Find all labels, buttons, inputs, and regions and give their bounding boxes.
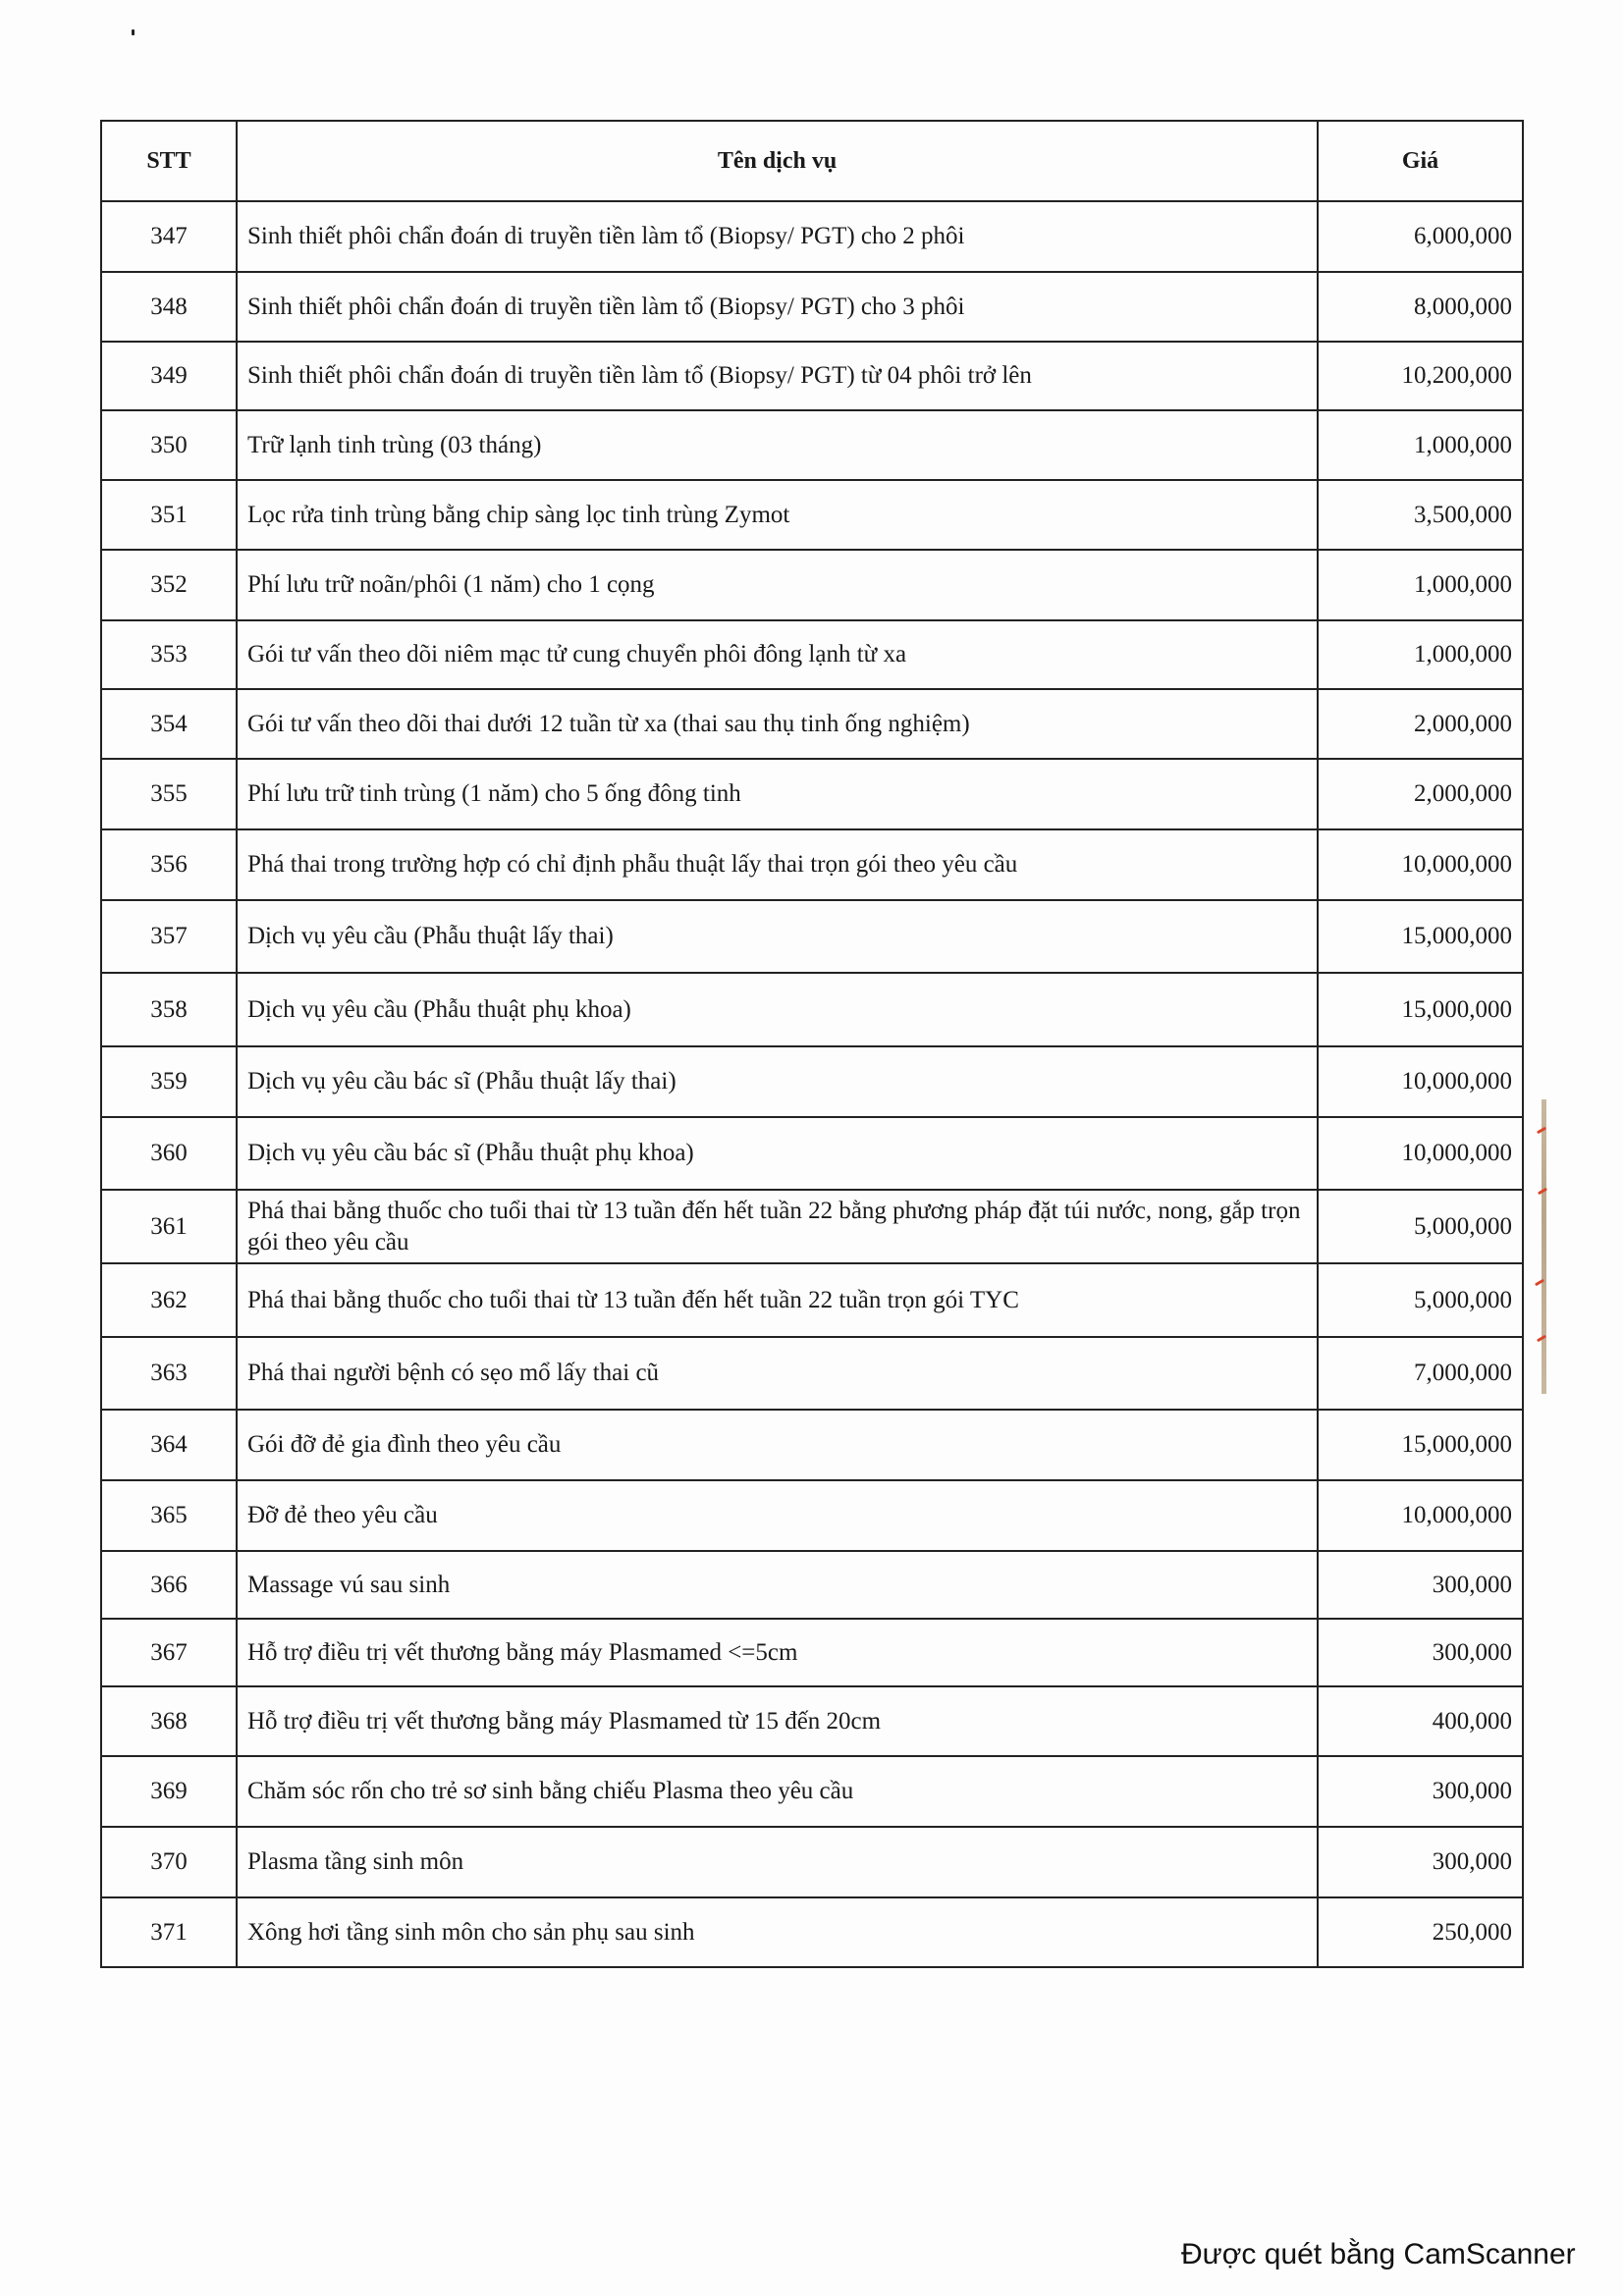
row-stt: 364 — [101, 1410, 237, 1480]
row-price: 5,000,000 — [1318, 1263, 1523, 1337]
row-price: 7,000,000 — [1318, 1337, 1523, 1410]
table-row — [101, 1046, 1523, 1117]
row-price: 300,000 — [1318, 1619, 1523, 1686]
row-stt: 355 — [101, 759, 237, 829]
row-service-name: Dịch vụ yêu cầu (Phẫu thuật phụ khoa) — [237, 973, 1318, 1046]
header-stt: STT — [101, 121, 237, 201]
row-stt: 351 — [101, 480, 237, 550]
table-row — [101, 1756, 1523, 1827]
row-price: 10,000,000 — [1318, 1046, 1523, 1117]
table-row — [101, 1480, 1523, 1551]
scan-speck — [132, 29, 135, 35]
row-price: 1,000,000 — [1318, 620, 1523, 689]
table-row — [101, 1337, 1523, 1410]
table-row — [101, 550, 1523, 620]
header-price: Giá — [1318, 121, 1523, 201]
row-stt: 348 — [101, 272, 237, 342]
row-price: 8,000,000 — [1318, 272, 1523, 342]
table-header-row — [101, 121, 1523, 201]
table-row — [101, 1263, 1523, 1337]
row-price: 300,000 — [1318, 1551, 1523, 1619]
table-row — [101, 1551, 1523, 1619]
row-stt: 366 — [101, 1551, 237, 1619]
row-price: 1,000,000 — [1318, 410, 1523, 480]
row-price: 2,000,000 — [1318, 689, 1523, 759]
row-price: 10,000,000 — [1318, 1117, 1523, 1190]
table-body — [101, 201, 1523, 1967]
table-row — [101, 973, 1523, 1046]
row-price: 300,000 — [1318, 1827, 1523, 1897]
row-stt: 369 — [101, 1756, 237, 1827]
table-row — [101, 1190, 1523, 1263]
header-service-name: Tên dịch vụ — [237, 121, 1318, 201]
row-stt: 365 — [101, 1480, 237, 1551]
row-price: 15,000,000 — [1318, 1410, 1523, 1480]
row-stt: 356 — [101, 829, 237, 900]
table-row — [101, 272, 1523, 342]
row-service-name: Massage vú sau sinh — [237, 1551, 1318, 1619]
row-stt: 347 — [101, 201, 237, 272]
row-stt: 350 — [101, 410, 237, 480]
row-price: 15,000,000 — [1318, 973, 1523, 1046]
row-service-name: Trữ lạnh tinh trùng (03 tháng) — [237, 410, 1318, 480]
row-service-name: Phá thai bằng thuốc cho tuổi thai từ 13 tuần đến hết tuần 22 tuần trọn gói TYC — [237, 1263, 1318, 1337]
row-stt: 357 — [101, 900, 237, 973]
row-stt: 363 — [101, 1337, 237, 1410]
row-service-name: Dịch vụ yêu cầu (Phẫu thuật lấy thai) — [237, 900, 1318, 973]
row-service-name: Gói tư vấn theo dõi niêm mạc tử cung chuyển phôi đông lạnh từ xa — [237, 620, 1318, 689]
row-service-name: Sinh thiết phôi chẩn đoán di truyền tiền làm tổ (Biopsy/ PGT) từ 04 phôi trở lên — [237, 342, 1318, 410]
row-service-name: Lọc rửa tinh trùng bằng chip sàng lọc tinh trùng Zymot — [237, 480, 1318, 550]
row-stt: 361 — [101, 1190, 237, 1263]
row-service-name: Gói tư vấn theo dõi thai dưới 12 tuần từ xa (thai sau thụ tinh ống nghiệm) — [237, 689, 1318, 759]
page-edge-strip — [1542, 1099, 1546, 1394]
row-service-name: Phá thai bằng thuốc cho tuổi thai từ 13 tuần đến hết tuần 22 bằng phương pháp đặt túi nước, nong, gắp trọn gói theo yêu cầu — [237, 1190, 1318, 1263]
row-stt: 354 — [101, 689, 237, 759]
row-service-name: Phá thai người bệnh có sẹo mổ lấy thai cũ — [237, 1337, 1318, 1410]
table-row — [101, 620, 1523, 689]
row-stt: 367 — [101, 1619, 237, 1686]
table-row — [101, 1827, 1523, 1897]
table-row — [101, 410, 1523, 480]
row-price: 6,000,000 — [1318, 201, 1523, 272]
row-service-name: Xông hơi tầng sinh môn cho sản phụ sau sinh — [237, 1897, 1318, 1967]
row-price: 300,000 — [1318, 1756, 1523, 1827]
camscanner-watermark: Được quét bằng CamScanner — [1181, 2238, 1576, 2270]
row-service-name: Gói đỡ đẻ gia đình theo yêu cầu — [237, 1410, 1318, 1480]
row-service-name: Sinh thiết phôi chẩn đoán di truyền tiền làm tổ (Biopsy/ PGT) cho 2 phôi — [237, 201, 1318, 272]
row-price: 10,200,000 — [1318, 342, 1523, 410]
row-stt: 360 — [101, 1117, 237, 1190]
row-stt: 371 — [101, 1897, 237, 1967]
row-service-name: Đỡ đẻ theo yêu cầu — [237, 1480, 1318, 1551]
table-row — [101, 1117, 1523, 1190]
row-stt: 349 — [101, 342, 237, 410]
row-price: 10,000,000 — [1318, 829, 1523, 900]
row-stt: 370 — [101, 1827, 237, 1897]
table-row — [101, 1686, 1523, 1756]
row-price: 5,000,000 — [1318, 1190, 1523, 1263]
table-row — [101, 480, 1523, 550]
row-stt: 358 — [101, 973, 237, 1046]
row-stt: 353 — [101, 620, 237, 689]
table-row — [101, 759, 1523, 829]
row-price: 10,000,000 — [1318, 1480, 1523, 1551]
row-price: 2,000,000 — [1318, 759, 1523, 829]
row-service-name: Plasma tầng sinh môn — [237, 1827, 1318, 1897]
table-row — [101, 689, 1523, 759]
price-table — [100, 120, 1524, 1968]
row-service-name: Phí lưu trữ tinh trùng (1 năm) cho 5 ống đông tinh — [237, 759, 1318, 829]
row-service-name: Chăm sóc rốn cho trẻ sơ sinh bằng chiếu Plasma theo yêu cầu — [237, 1756, 1318, 1827]
row-service-name: Dịch vụ yêu cầu bác sĩ (Phẫu thuật lấy thai) — [237, 1046, 1318, 1117]
row-service-name: Sinh thiết phôi chẩn đoán di truyền tiền làm tổ (Biopsy/ PGT) cho 3 phôi — [237, 272, 1318, 342]
row-price: 1,000,000 — [1318, 550, 1523, 620]
row-service-name: Dịch vụ yêu cầu bác sĩ (Phẫu thuật phụ khoa) — [237, 1117, 1318, 1190]
row-service-name: Phá thai trong trường hợp có chỉ định phẫu thuật lấy thai trọn gói theo yêu cầu — [237, 829, 1318, 900]
row-stt: 368 — [101, 1686, 237, 1756]
row-service-name: Phí lưu trữ noãn/phôi (1 năm) cho 1 cọng — [237, 550, 1318, 620]
row-service-name: Hỗ trợ điều trị vết thương bằng máy Plasmamed từ 15 đến 20cm — [237, 1686, 1318, 1756]
table-row — [101, 201, 1523, 272]
row-service-name: Hỗ trợ điều trị vết thương bằng máy Plasmamed <=5cm — [237, 1619, 1318, 1686]
table-row — [101, 1897, 1523, 1967]
table-row — [101, 1410, 1523, 1480]
row-stt: 352 — [101, 550, 237, 620]
table-row — [101, 829, 1523, 900]
table-row — [101, 342, 1523, 410]
row-price: 15,000,000 — [1318, 900, 1523, 973]
row-price: 250,000 — [1318, 1897, 1523, 1967]
row-price: 3,500,000 — [1318, 480, 1523, 550]
table-row — [101, 900, 1523, 973]
row-price: 400,000 — [1318, 1686, 1523, 1756]
row-stt: 362 — [101, 1263, 237, 1337]
row-stt: 359 — [101, 1046, 237, 1117]
table-row — [101, 1619, 1523, 1686]
